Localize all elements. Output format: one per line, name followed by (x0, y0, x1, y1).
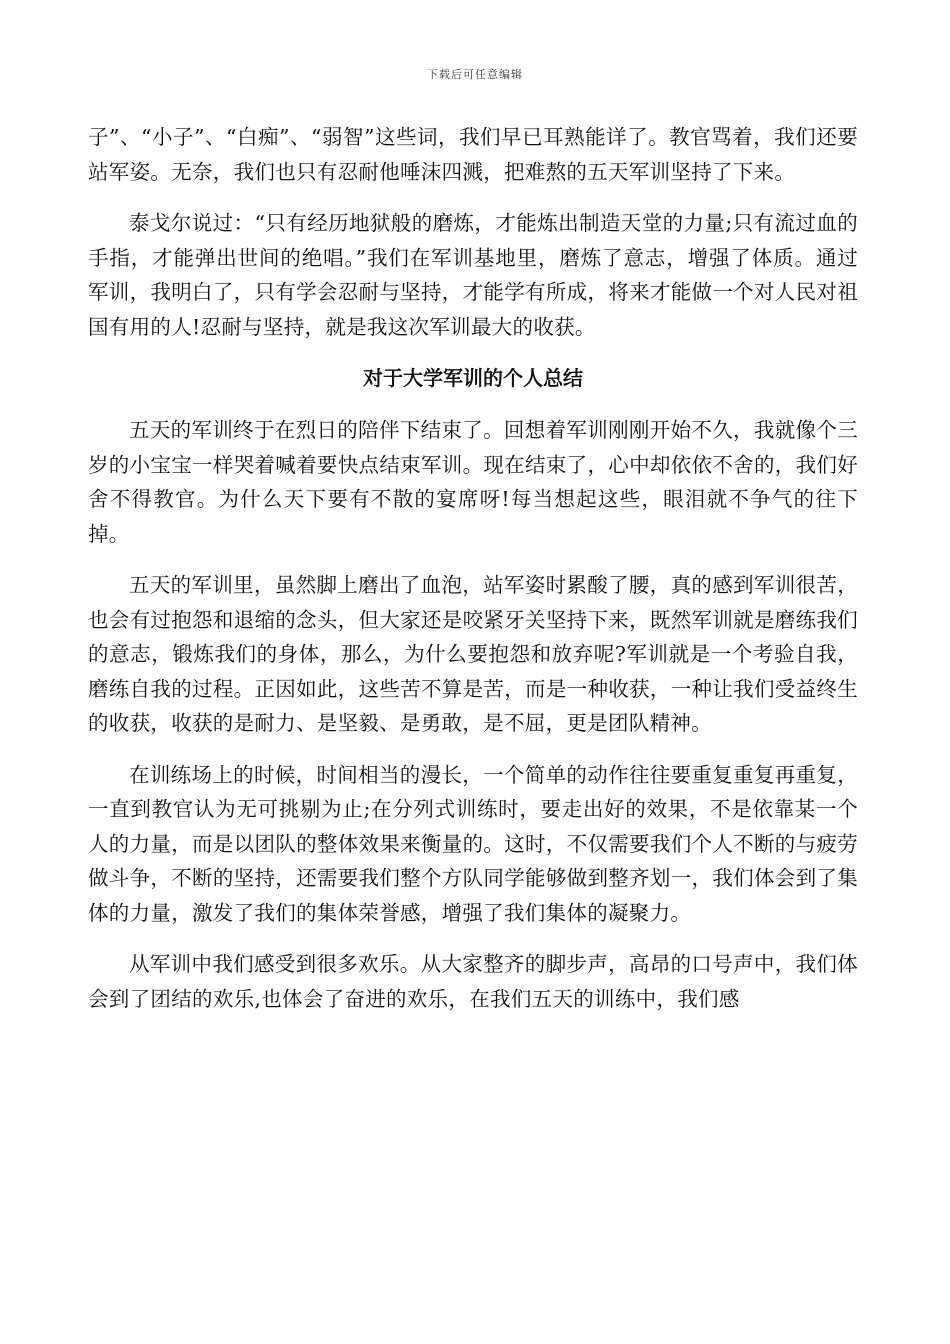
page-header: 下载后可任意编辑 (427, 68, 523, 81)
section-heading: 对于大学军训的个人总结 (363, 366, 583, 390)
paragraph-tagore-quote: 泰戈尔说过：“只有经历地狱般的磨炼，才能炼出制造天堂的力量;只有流过血的手指，才能弹出世间的绝唱。”我们在军训基地里，磨炼了意志，增强了体质。通过军训，我明白了，只有学会忍耐与坚持，才能学有所成，将来才能做一个对人民对祖国有用的人!忍耐与坚持，就是我这次军训最大的收获。 (88, 211, 858, 339)
document-body (88, 120, 858, 1033)
paragraph-training-field: 在训练场上的时候，时间相当的漫长，一个简单的动作往往要重复重复再重复，一直到教官认为无可挑剔为止;在分列式训练时，要走出好的效果，不是依靠某一个人的力量，而是以团队的整体效果来衡量的。这时，不仅需要我们个人不断的与疲劳做斗争，不断的坚持，还需要我们整个方队同学能够做到整齐划一，我们体会到了集体的力量，激发了我们的集体荣誉感，增强了我们集体的凝聚力。 (88, 762, 858, 925)
paragraph-continuation: 子”、“小子”、“白痴”、“弱智”这些词，我们早已耳熟能详了。教官骂着，我们还要站军姿。无奈，我们也只有忍耐他唾沫四溅，把难熬的五天军训坚持了下来。 (88, 125, 858, 184)
paragraph-training-ended: 五天的军训终于在烈日的陪伴下结束了。回想着军训刚刚开始不久，我就像个三岁的小宝宝一样哭着喊着要快点结束军训。现在结束了，心中却依依不舍的，我们好舍不得教官。为什么天下要有不散的宴席呀!每当想起这些，眼泪就不争气的往下掉。 (88, 418, 858, 546)
paragraph-hardship: 五天的军训里，虽然脚上磨出了血泡，站军姿时累酸了腰，真的感到军训很苦，也会有过抱怨和退缩的念头，但大家还是咬紧牙关坚持下来，既然军训就是磨练我们的意志，锻炼我们的身体，那么，为什么要抱怨和放弃呢?军训就是一个考验自我，磨练自我的过程。正因如此，这些苦不算是苦，而是一种收获，一种让我们受益终生的收获，收获的是耐力、是坚毅、是勇敢，是不屈，更是团队精神。 (88, 573, 858, 735)
paragraph-joy: 从军训中我们感受到很多欢乐。从大家整齐的脚步声，高昂的口号声中，我们体会到了团结的欢乐,也体会了奋进的欢乐，在我们五天的训练中，我们感 (88, 952, 858, 1011)
